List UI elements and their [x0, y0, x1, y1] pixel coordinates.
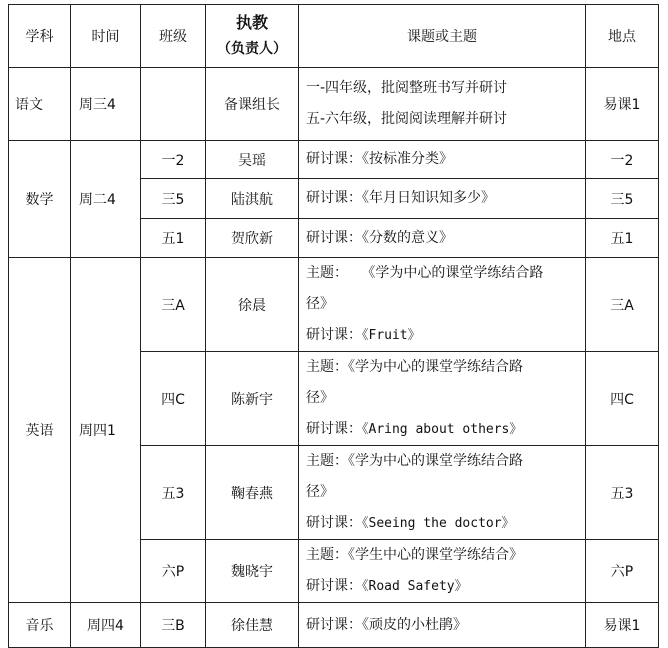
class-cell: 五1 [141, 219, 206, 258]
time-cell: 周二4 [71, 141, 141, 258]
header-teacher-sub: （负责人） [217, 41, 287, 57]
theme-label: 主题： [306, 359, 348, 375]
header-time: 时间 [71, 5, 141, 68]
theme-line-cont: 径》 [306, 484, 334, 500]
theme-label: 主题： [306, 453, 348, 469]
location-cell: 五1 [586, 219, 659, 258]
time-cell: 周三4 [71, 68, 141, 141]
lesson-label: 研讨课： [306, 327, 362, 343]
location-cell: 易课1 [586, 603, 659, 648]
topic-line: 五-六年级，批阅阅读理解并研讨 [306, 111, 508, 127]
theme-line-cont: 径》 [306, 390, 334, 406]
header-teacher [206, 5, 299, 68]
header-class: 班级 [141, 5, 206, 68]
theme-text: 《学生中心的课堂学练结合》 [348, 547, 523, 563]
time-cell: 周四4 [71, 603, 141, 648]
lesson-line [306, 320, 585, 351]
location-cell: 四C [586, 352, 659, 446]
class-cell: 六P [141, 540, 206, 603]
topic-cell: 研讨课：《年月日知识知多少》 [299, 179, 586, 219]
topic-cell [299, 68, 586, 141]
lesson-label: 研讨课： [306, 578, 362, 594]
lesson-title: 《Aring about others》 [362, 422, 523, 437]
class-cell: 三A [141, 258, 206, 352]
lesson-label: 研讨课： [306, 515, 362, 531]
lesson-line [306, 508, 585, 539]
theme-line-cont: 径》 [306, 296, 334, 312]
theme-label: 主题： [306, 265, 348, 281]
topic-cell [299, 540, 586, 603]
header-topic: 课题或主题 [299, 5, 586, 68]
lesson-title: 《Road Safety》 [362, 579, 468, 594]
subject-cell: 英语 [9, 258, 71, 603]
location-cell: 五3 [586, 446, 659, 540]
theme-text: 《学为中心的课堂学练结合路 [361, 265, 544, 281]
location-cell: 三A [586, 258, 659, 352]
subject-cell: 数学 [9, 141, 71, 258]
teacher-cell: 魏晓宇 [206, 540, 299, 603]
class-cell: 五3 [141, 446, 206, 540]
location-cell: 三5 [586, 179, 659, 219]
teacher-cell: 徐佳慧 [206, 603, 299, 648]
teacher-cell: 吴瑶 [206, 141, 299, 179]
theme-line [306, 446, 585, 477]
theme-line [306, 540, 585, 571]
class-cell: 三5 [141, 179, 206, 219]
theme-line [306, 352, 585, 383]
class-cell: 四C [141, 352, 206, 446]
topic-cell: 研讨课：《顽皮的小杜鹃》 [299, 603, 586, 648]
teacher-cell: 陆淇航 [206, 179, 299, 219]
topic-line: 一-四年级，批阅整班书写并研讨 [306, 80, 508, 96]
theme-label: 主题： [306, 547, 348, 563]
subject-cell: 音乐 [9, 603, 71, 648]
teacher-cell: 备课组长 [206, 68, 299, 141]
theme-line [306, 258, 585, 289]
class-cell [141, 68, 206, 141]
table-row-chinese [9, 68, 659, 141]
table-row-music [9, 603, 659, 648]
class-cell: 三B [141, 603, 206, 648]
theme-text: 《学为中心的课堂学练结合路 [348, 359, 523, 375]
topic-cell [299, 352, 586, 446]
header-row [9, 5, 659, 68]
time-cell: 周四1 [71, 258, 141, 603]
header-teacher-main: 执教 [235, 13, 268, 32]
class-cell: 一2 [141, 141, 206, 179]
location-cell: 六P [586, 540, 659, 603]
lesson-title: 《Fruit》 [362, 328, 421, 343]
lesson-label: 研讨课： [306, 421, 362, 437]
header-subject: 学科 [9, 5, 71, 68]
table-row-english [9, 258, 659, 352]
table-row-math [9, 141, 659, 179]
schedule-table [8, 4, 659, 648]
subject-cell: 语文 [9, 68, 71, 141]
location-cell: 一2 [586, 141, 659, 179]
teacher-cell: 陈新宇 [206, 352, 299, 446]
header-location: 地点 [586, 5, 659, 68]
topic-cell: 研讨课：《按标准分类》 [299, 141, 586, 179]
theme-text: 《学为中心的课堂学练结合路 [348, 453, 523, 469]
topic-cell [299, 258, 586, 352]
topic-cell [299, 446, 586, 540]
lesson-line [306, 414, 585, 445]
lesson-line [306, 571, 585, 602]
teacher-cell: 鞠春燕 [206, 446, 299, 540]
topic-cell: 研讨课：《分数的意义》 [299, 219, 586, 258]
teacher-cell: 贺欣新 [206, 219, 299, 258]
lesson-title: 《Seeing the doctor》 [362, 516, 515, 531]
location-cell: 易课1 [586, 68, 659, 141]
teacher-cell: 徐晨 [206, 258, 299, 352]
